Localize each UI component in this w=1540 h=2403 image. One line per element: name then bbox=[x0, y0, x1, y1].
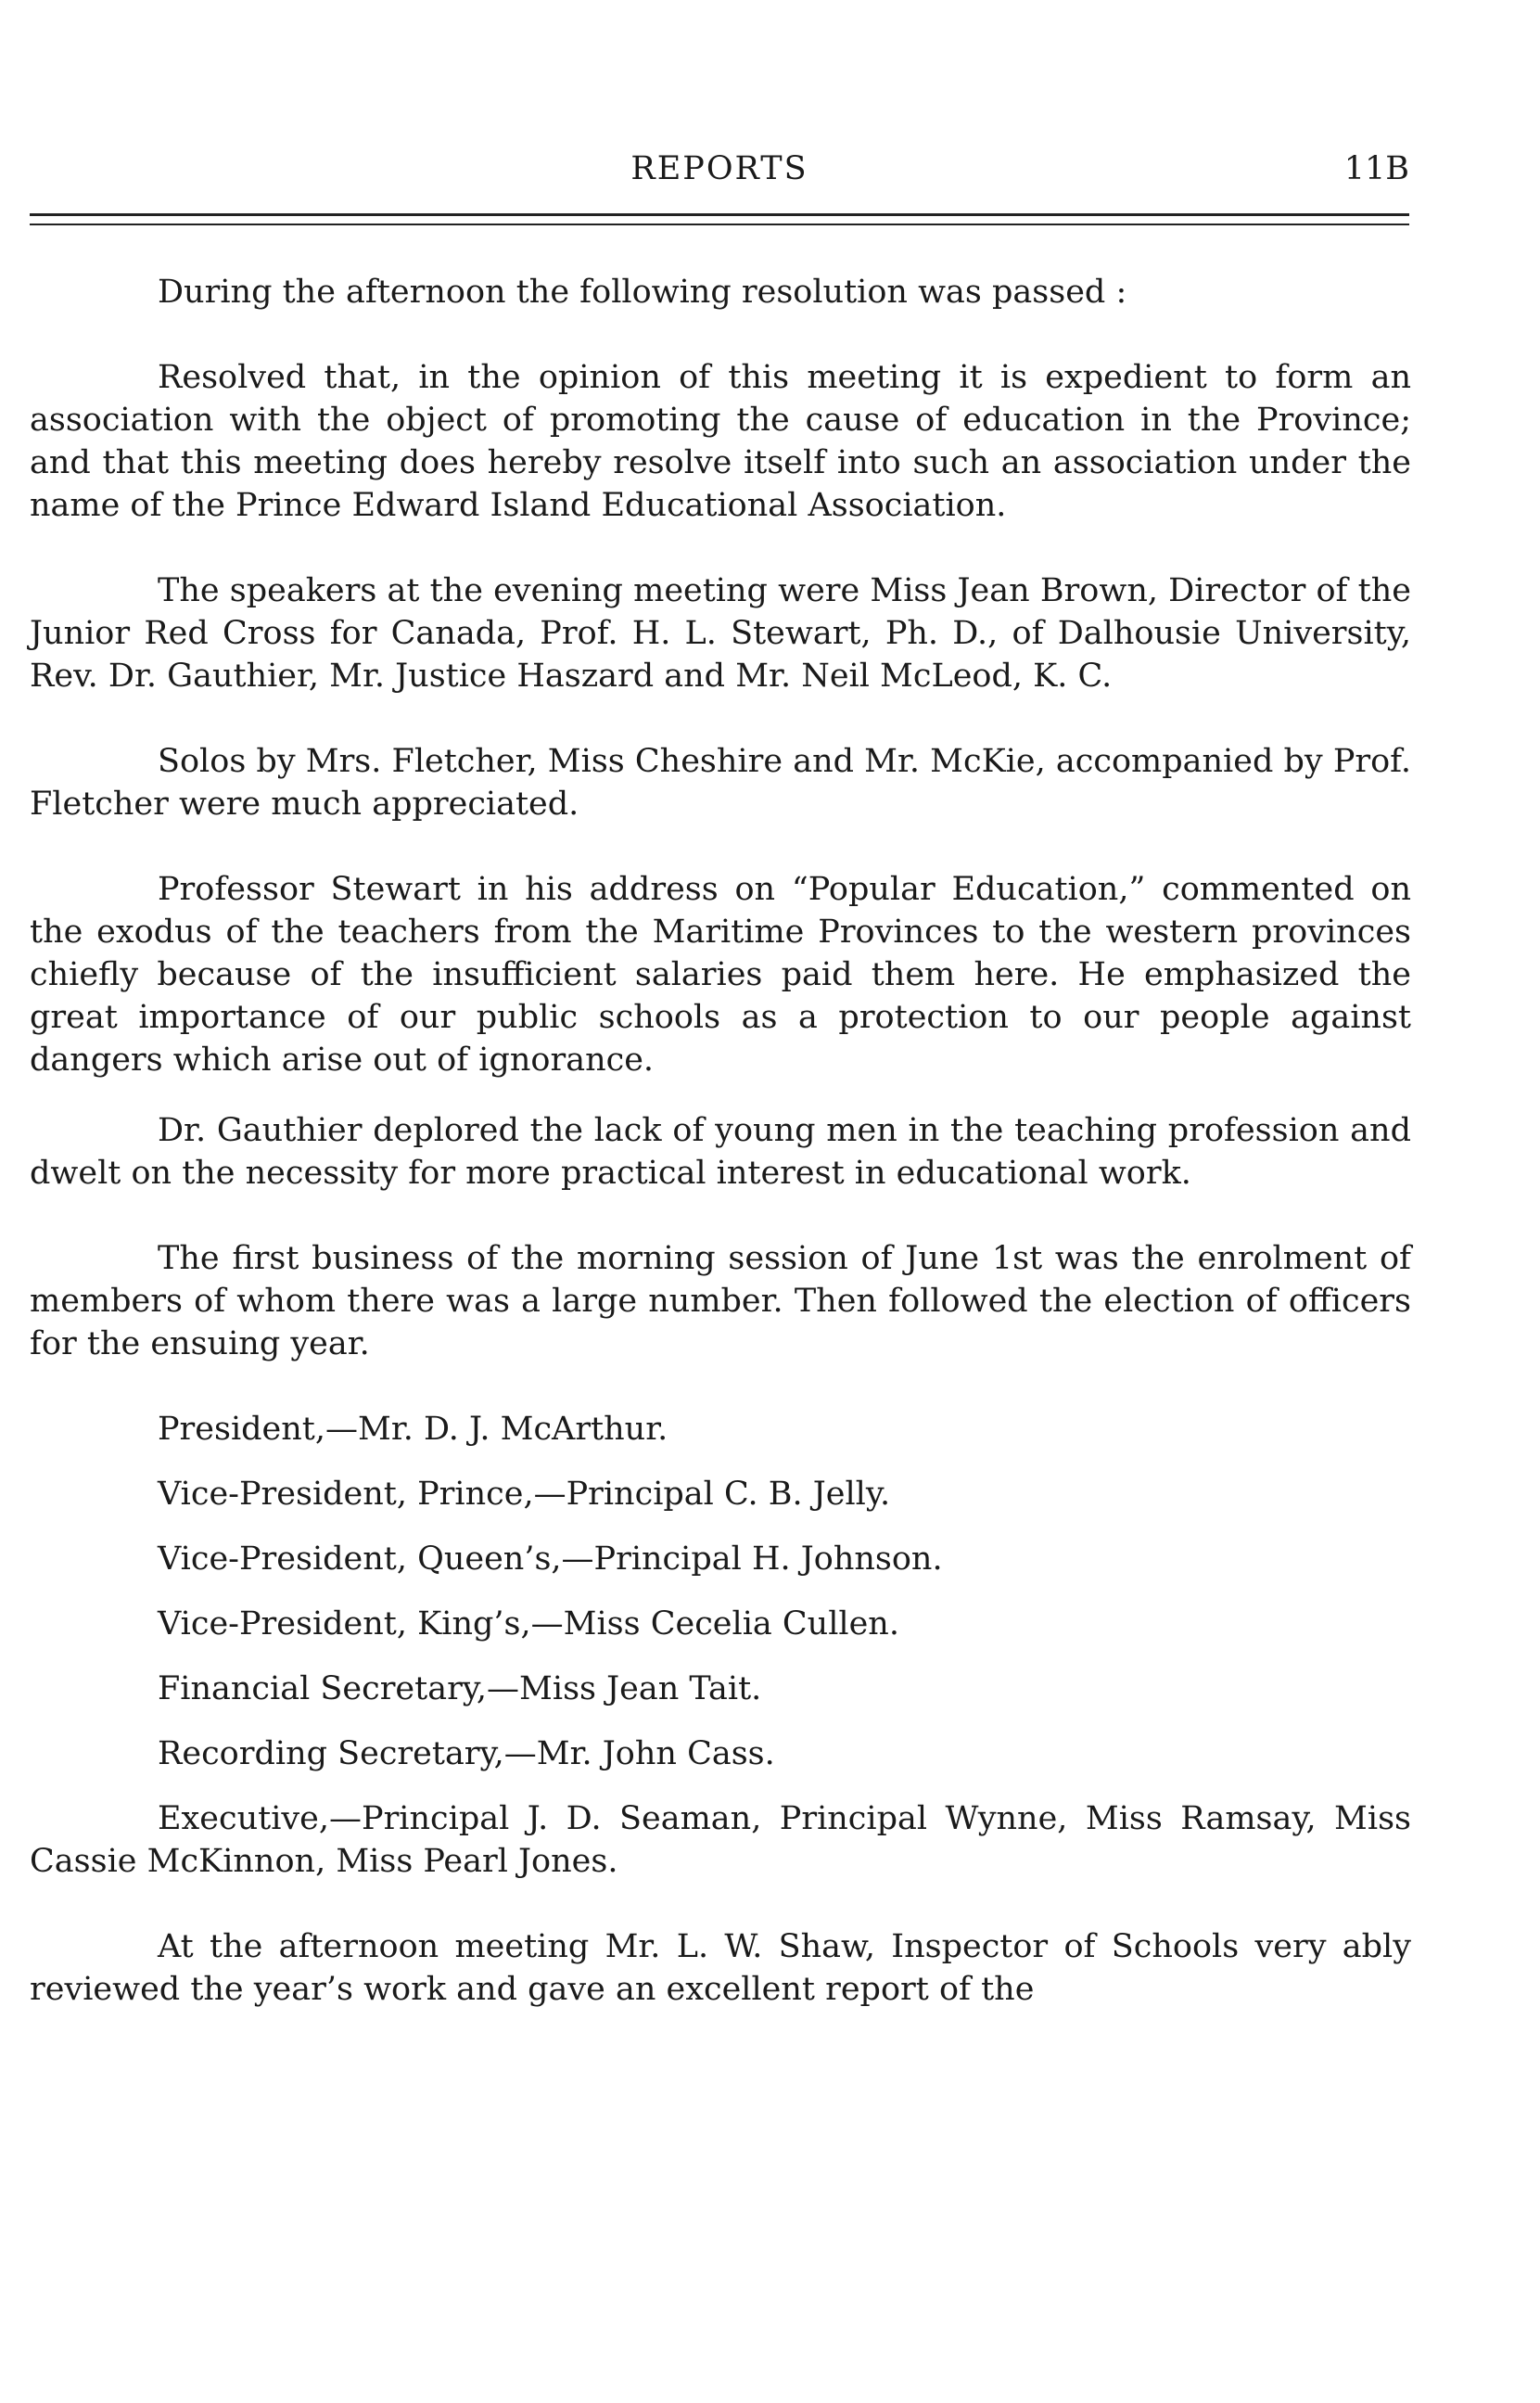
running-title: REPORTS bbox=[630, 150, 808, 187]
officer-executive: Executive,—Principal J. D. Seaman, Principal Wynne, Miss Ramsay, Miss Cassie McKinnon, Miss Pearl Jones. bbox=[30, 1800, 1411, 1880]
officer-vp-prince: Vice-President, Prince,—Principal C. B. Jelly. bbox=[158, 1476, 891, 1513]
paragraph-resolution-intro: During the afternoon the following resolution was passed : bbox=[158, 274, 1127, 311]
page-number: 11B bbox=[1343, 150, 1409, 187]
paragraph-speakers: The speakers at the evening meeting were Miss Jean Brown, Director of the Junior Red Cross for Canada, Prof. H. L. Stewart, Ph. D., of Dalhousie University, Rev. Dr. Gauthier, Mr. Justice Haszard and Mr. Neil McLeod, K. C. bbox=[30, 572, 1411, 695]
paragraph-morning-session: The first business of the morning session of June 1st was the enrolment of members of whom there was a large number. Then followed the election of officers for the ensuing year. bbox=[30, 1240, 1411, 1362]
paragraph-resolution: Resolved that, in the opinion of this meeting it is expedient to form an association with the object of promoting the cause of education in the Province; and that this meeting does hereby resolve itself into such an association under the name of the Prince Edward Island Educational Association. bbox=[30, 359, 1411, 524]
running-head bbox=[30, 150, 1409, 198]
header-rule-top bbox=[30, 213, 1409, 216]
officer-financial-secretary: Financial Secretary,—Miss Jean Tait. bbox=[158, 1670, 762, 1707]
officer-vp-kings: Vice-President, King’s,—Miss Cecelia Cullen. bbox=[158, 1605, 899, 1642]
paragraph-gauthier: Dr. Gauthier deplored the lack of young men in the teaching profession and dwelt on the necessity for more practical interest in educational work. bbox=[30, 1112, 1411, 1192]
paragraph-stewart-address: Professor Stewart in his address on “Popular Education,” commented on the exodus of the teachers from the Maritime Provinces to the western provinces chiefly because of the insufficient salaries paid them here. He emphasized the great importance of our public schools as a protection to our people against dangers which arise out of ignorance. bbox=[30, 871, 1411, 1079]
paragraph-solos: Solos by Mrs. Fletcher, Miss Cheshire and Mr. McKie, accompanied by Prof. Fletcher were much appreciated. bbox=[30, 743, 1411, 823]
header-rule-bottom bbox=[30, 224, 1409, 225]
officer-recording-secretary: Recording Secretary,—Mr. John Cass. bbox=[158, 1735, 775, 1772]
paragraph-closing: At the afternoon meeting Mr. L. W. Shaw, Inspector of Schools very ably reviewed the year’s work and gave an excellent report of the bbox=[30, 1928, 1411, 2008]
body-text bbox=[30, 271, 1411, 2011]
officer-president: President,—Mr. D. J. McArthur. bbox=[158, 1411, 668, 1448]
officer-vp-queens: Vice-President, Queen’s,—Principal H. Johnson. bbox=[158, 1540, 943, 1578]
